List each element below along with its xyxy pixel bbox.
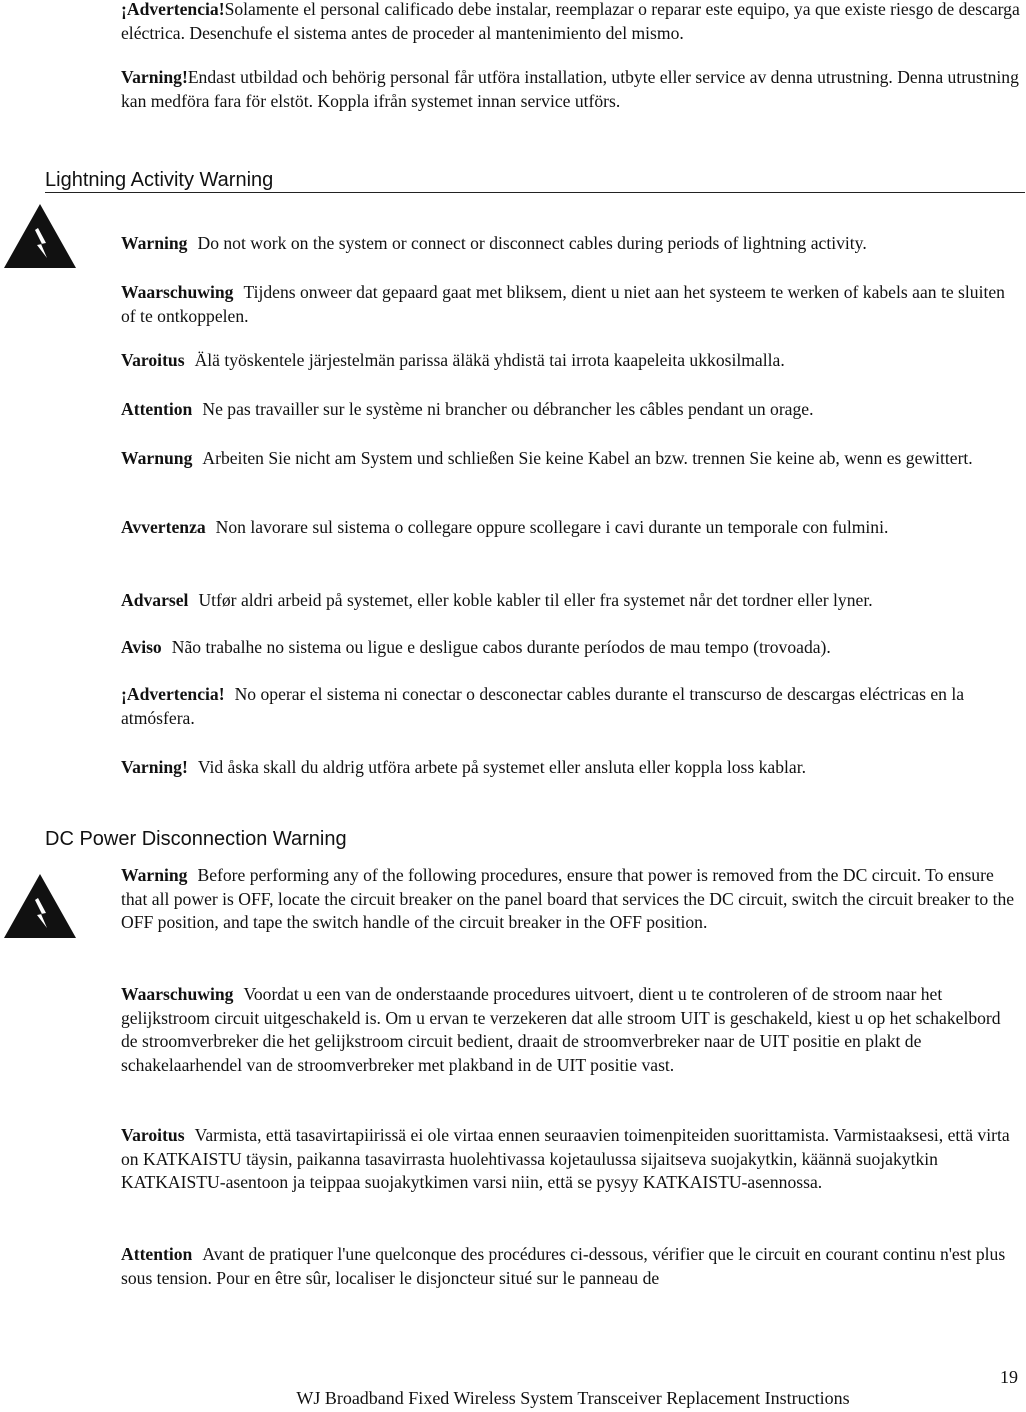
warning-text: Não trabalhe no sistema ou ligue e desligue cabos durante períodos de mau tempo (trovoada). (171, 637, 831, 657)
warning-item (121, 398, 1021, 422)
page-footer: WJ Broadband Fixed Wireless System Transceiver Replacement Instructions (296, 1388, 850, 1408)
warning-text: Vid åska skall du aldrig utföra arbete på systemet eller ansluta eller koppla loss kablar. (197, 757, 806, 777)
warning-item (121, 447, 1021, 471)
lightning-warning-icon (2, 872, 78, 940)
paragraph-text: Solamente el personal calificado debe instalar, reemplazar o reparar este equipo, ya que existe riesgo de descarga eléctrica. Desenchufe el sistema antes de proceder al mantenimiento del mismo. (121, 0, 1020, 43)
warning-item (121, 516, 1021, 540)
paragraph-text: Endast utbildad och behörig personal får utföra installation, utbyte eller service av denna utrustning. Denna utrustning kan medföra fara för elstöt. Koppla ifrån systemet innan service utförs. (121, 67, 1019, 111)
warning-label: Avvertenza (121, 517, 206, 537)
warning-label: Attention (121, 1244, 193, 1264)
paragraph-label: ¡Advertencia! (121, 0, 225, 19)
warning-label: Warnung (121, 448, 193, 468)
warning-text: Utfør aldri arbeid på systemet, eller koble kabler til eller fra systemet når det tordner eller lyner. (198, 590, 873, 610)
warning-label: Varoitus (121, 350, 185, 370)
warning-label: Warning (121, 233, 188, 253)
paragraph-advertencia (121, 0, 1021, 45)
warning-item (121, 1243, 1021, 1290)
warning-label: Attention (121, 399, 193, 419)
warning-label: Varning! (121, 757, 188, 777)
warning-text: Arbeiten Sie nicht am System und schließen Sie keine Kabel an bzw. trennen Sie keine ab, wenn es gewittert. (202, 448, 973, 468)
warning-text: Do not work on the system or connect or disconnect cables during periods of lightning activity. (197, 233, 867, 253)
warning-item (121, 983, 1021, 1077)
warning-item (121, 1124, 1021, 1195)
warning-label: Warning (121, 865, 188, 885)
warning-text: Voordat u een van de onderstaande procedures uitvoert, dient u te controleren of de stroom naar het gelijkstroom circuit uitgeschakeld is. Om u ervan te verzekeren dat alle stroom UIT is geschakeld, kiest u op het schakelbord de stroomverbreker die het gelijkstroom circuit bedient, draait de stroomverbreker naar de UIT positie en plakt de schakelaarhendel van de stroomverbreker met plakband in de UIT positie vast. (121, 984, 1001, 1075)
warning-label: Varoitus (121, 1125, 185, 1145)
warning-item (121, 683, 1021, 730)
warning-text: Ne pas travailler sur le système ni brancher ou débrancher les câbles pendant un orage. (202, 399, 814, 419)
warning-text: Avant de pratiquer l'une quelconque des procédures ci-dessous, vérifier que le circuit en courant continu n'est plus sous tension. Pour en être sûr, localiser le disjoncteur situé sur le panneau de (121, 1244, 1006, 1288)
warning-text: Älä työskentele järjestelmän parissa äläkä yhdistä tai irrota kaapeleita ukkosilmalla. (194, 350, 785, 370)
warning-item (121, 349, 1021, 373)
section-divider (45, 192, 1025, 193)
section-heading-dc-power: DC Power Disconnection Warning (45, 828, 347, 850)
warning-label: Waarschuwing (121, 282, 234, 302)
warning-item (121, 864, 1021, 935)
warning-text: Tijdens onweer dat gepaard gaat met bliksem, dient u niet aan het systeem te werken of kabels aan te sluiten of te ontkoppelen. (121, 282, 1005, 326)
lightning-warning-icon (2, 202, 78, 270)
warning-text: Varmista, että tasavirtapiirissä ei ole virtaa ennen seuraavien toimenpiteiden suorittamista. Varmistaaksesi, että virta on KATKAISTU täysin, paikanna tasavirrasta huolehtivassa kojetaulussa sijaitseva suojakytkin, käännä suojakytkin KATKAISTU-asentoon ja teippaa suojakytkimen varsi niin, että se pysyy KATKAISTU-asennossa. (121, 1125, 1010, 1192)
warning-item (121, 232, 1021, 256)
warning-label: Waarschuwing (121, 984, 234, 1004)
warning-label: ¡Advertencia! (121, 684, 225, 704)
paragraph-varning (121, 66, 1021, 113)
warning-item (121, 756, 1021, 780)
paragraph-label: Varning! (121, 67, 188, 87)
warning-item (121, 589, 1021, 613)
warning-text: Before performing any of the following procedures, ensure that power is removed from the DC circuit. To ensure that all power is OFF, locate the circuit breaker on the panel board that services the DC circuit, switch the circuit breaker to the OFF position, and tape the switch handle of the circuit breaker in the OFF position. (121, 865, 1015, 932)
page-number: 19 (1000, 1367, 1018, 1387)
section-heading-lightning: Lightning Activity Warning (45, 169, 274, 191)
warning-label: Advarsel (121, 590, 189, 610)
warning-label: Aviso (121, 637, 162, 657)
warning-text: Non lavorare sul sistema o collegare oppure scollegare i cavi durante un temporale con fulmini. (215, 517, 889, 537)
warning-item (121, 281, 1021, 328)
warning-item (121, 636, 1021, 660)
warning-text: No operar el sistema ni conectar o desconectar cables durante el transcurso de descargas eléctricas en la atmósfera. (121, 684, 965, 728)
